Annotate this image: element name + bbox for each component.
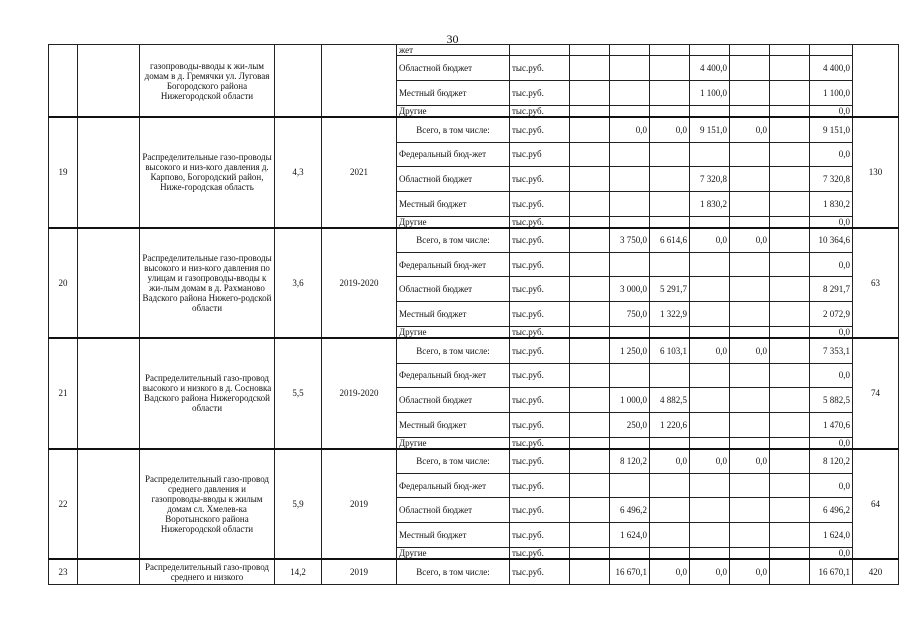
total-cell: 16 670,1 [810,559,853,584]
value-cell [730,548,770,560]
years-cell: 2019 [322,559,397,584]
value-cell [730,327,770,339]
total-cell: 1 830,2 [810,191,853,216]
value-cell [690,253,730,277]
value-cell: 3 750,0 [610,228,650,253]
unit-cell: тыс.руб. [510,117,570,142]
table-row [49,45,899,56]
value-cell [650,191,690,216]
unit-cell: тыс.руб. [510,277,570,302]
total-cell: 0,0 [810,142,853,166]
value-cell [690,387,730,412]
value-cell [690,327,730,339]
page-number: 30 [446,32,459,46]
value-cell [690,142,730,166]
extra-cell [770,559,810,584]
value-cell [570,449,610,474]
object-name-cell: Распределительные газо-проводы высокого и низ-кого давления по улицам и газопроводы-вводы к жи-лым домам в д. Рахманово Вадского района Нижего-родской области [140,228,275,339]
value-cell: 250,0 [610,412,650,437]
value-cell [650,523,690,548]
result-cell: 420 [853,559,899,584]
blank-cell [78,449,140,560]
unit-cell: тыс.руб. [510,253,570,277]
blank-cell [78,117,140,228]
value-cell: 16 670,1 [610,559,650,584]
length-cell: 4,3 [275,117,322,228]
total-cell: 10 364,6 [810,228,853,253]
value-cell [650,327,690,339]
value-cell [650,253,690,277]
source-cell: Областной бюджет [397,166,510,191]
value-cell: 0,0 [730,449,770,474]
unit-cell: тыс.руб. [510,548,570,560]
unit-cell: тыс.руб. [510,559,570,584]
value-cell [570,228,610,253]
value-cell [730,302,770,327]
source-cell: Всего, в том числе: [397,449,510,474]
result-cell [853,45,899,118]
row-number-cell: 21 [49,338,78,449]
result-cell: 64 [853,449,899,560]
value-cell [570,106,610,118]
value-cell [730,253,770,277]
value-cell [610,363,650,387]
source-cell: Областной бюджет [397,387,510,412]
object-name-cell: Распределительный газо-провод высокого и низкого в д. Сосновка Вадского района Нижегородской области [140,338,275,449]
value-cell [570,474,610,498]
value-cell [570,548,610,560]
total-cell: 8 120,2 [810,449,853,474]
total-cell: 0,0 [810,474,853,498]
total-cell: 7 320,8 [810,166,853,191]
unit-cell: тыс.руб. [510,191,570,216]
extra-cell [770,548,810,560]
value-cell [610,142,650,166]
value-cell: 1 000,0 [610,387,650,412]
program-table [48,44,899,585]
total-cell: 1 624,0 [810,523,853,548]
unit-cell: тыс.руб. [510,228,570,253]
extra-cell [770,216,810,228]
extra-cell [770,449,810,474]
value-cell: 0,0 [730,117,770,142]
source-cell: жет [397,45,510,56]
value-cell [610,81,650,106]
value-cell [610,474,650,498]
value-cell [730,166,770,191]
value-cell [570,437,610,449]
length-cell: 3,6 [275,228,322,339]
value-cell [730,142,770,166]
source-cell: Местный бюджет [397,412,510,437]
unit-cell: тыс.руб. [510,412,570,437]
unit-cell: тыс.руб. [510,363,570,387]
extra-cell [770,498,810,523]
object-name-cell: Распределительный газо-провод среднего давления и газопроводы-вводы к жилым домам сл. Хмелев-ка Воротынского района Нижегородской области [140,449,275,560]
value-cell [610,166,650,191]
extra-cell [770,327,810,339]
unit-cell: тыс.руб. [510,327,570,339]
unit-cell: тыс.руб. [510,106,570,118]
source-cell: Всего, в том числе: [397,559,510,584]
value-cell: 1 250,0 [610,338,650,363]
value-cell [690,474,730,498]
years-cell: 2019-2020 [322,228,397,339]
unit-cell: тыс.руб. [510,338,570,363]
value-cell [650,548,690,560]
total-cell: 0,0 [810,106,853,118]
source-cell: Областной бюджет [397,498,510,523]
total-cell: 0,0 [810,216,853,228]
value-cell: 7 320,8 [690,166,730,191]
source-cell: Другие [397,216,510,228]
source-cell: Другие [397,106,510,118]
value-cell: 1 624,0 [610,523,650,548]
value-cell [650,474,690,498]
source-cell: Всего, в том числе: [397,338,510,363]
value-cell [730,191,770,216]
source-cell: Местный бюджет [397,191,510,216]
blank-cell [78,45,140,118]
value-cell [610,437,650,449]
value-cell [570,559,610,584]
length-cell: 14,2 [275,559,322,584]
value-cell [570,45,610,56]
value-cell [610,191,650,216]
unit-cell: тыс.руб. [510,449,570,474]
unit-cell: тыс.руб. [510,302,570,327]
value-cell [650,363,690,387]
value-cell [570,56,610,81]
value-cell: 6 103,1 [650,338,690,363]
unit-cell: тыс.руб. [510,387,570,412]
unit-cell: тыс.руб [510,142,570,166]
value-cell [730,216,770,228]
value-cell [730,56,770,81]
value-cell [730,523,770,548]
value-cell [610,548,650,560]
length-cell: 5,5 [275,338,322,449]
extra-cell [770,142,810,166]
value-cell [730,437,770,449]
value-cell: 0,0 [730,338,770,363]
total-cell: 5 882,5 [810,387,853,412]
extra-cell [770,166,810,191]
source-cell: Другие [397,327,510,339]
value-cell [610,216,650,228]
unit-cell: тыс.руб. [510,81,570,106]
value-cell: 5 291,7 [650,277,690,302]
value-cell [570,216,610,228]
blank-cell [78,559,140,584]
value-cell [690,45,730,56]
value-cell: 1 322,9 [650,302,690,327]
value-cell: 1 830,2 [690,191,730,216]
unit-cell: тыс.руб. [510,216,570,228]
length-cell: 5,9 [275,449,322,560]
value-cell: 8 120,2 [610,449,650,474]
value-cell [650,56,690,81]
extra-cell [770,412,810,437]
value-cell [690,363,730,387]
source-cell: Всего, в том числе: [397,117,510,142]
value-cell: 6 614,6 [650,228,690,253]
source-cell: Федеральный бюд-жет [397,142,510,166]
value-cell [690,106,730,118]
extra-cell [770,277,810,302]
total-cell: 0,0 [810,548,853,560]
extra-cell [770,387,810,412]
value-cell [690,523,730,548]
blank-cell [78,228,140,339]
total-cell: 4 400,0 [810,56,853,81]
value-cell [610,106,650,118]
source-cell: Другие [397,548,510,560]
result-cell: 130 [853,117,899,228]
object-name-cell: Распределительные газо-проводы высокого и низ-кого давления д. Карпово, Богородский район, Ниже-городская область [140,117,275,228]
value-cell [570,142,610,166]
row-number-cell: 23 [49,559,78,584]
unit-cell: тыс.руб. [510,498,570,523]
value-cell [570,363,610,387]
value-cell [650,142,690,166]
unit-cell: тыс.руб. [510,56,570,81]
value-cell [690,277,730,302]
extra-cell [770,302,810,327]
extra-cell [770,56,810,81]
total-cell: 1 100,0 [810,81,853,106]
total-cell: 2 072,9 [810,302,853,327]
total-cell: 0,0 [810,363,853,387]
value-cell [570,277,610,302]
value-cell: 3 000,0 [610,277,650,302]
table-row [49,559,899,584]
extra-cell [770,106,810,118]
value-cell: 0,0 [690,338,730,363]
value-cell [610,45,650,56]
source-cell: Федеральный бюд-жет [397,474,510,498]
total-cell [810,45,853,56]
blank-cell [78,338,140,449]
value-cell [650,498,690,523]
value-cell [570,338,610,363]
value-cell: 0,0 [690,228,730,253]
value-cell: 9 151,0 [690,117,730,142]
extra-cell [770,117,810,142]
value-cell [610,253,650,277]
value-cell [730,81,770,106]
object-name-cell: Распределительный газо-провод среднего и низкого [140,559,275,584]
source-cell: Областной бюджет [397,277,510,302]
unit-cell: тыс.руб. [510,474,570,498]
value-cell: 1 100,0 [690,81,730,106]
value-cell [730,412,770,437]
unit-cell: тыс.руб. [510,166,570,191]
value-cell [570,191,610,216]
value-cell [570,81,610,106]
source-cell: Местный бюджет [397,81,510,106]
value-cell [570,387,610,412]
value-cell [570,498,610,523]
unit-cell: тыс.руб. [510,523,570,548]
total-cell: 0,0 [810,327,853,339]
source-cell: Всего, в том числе: [397,228,510,253]
source-cell: Другие [397,437,510,449]
value-cell [690,412,730,437]
value-cell [650,81,690,106]
value-cell [570,253,610,277]
value-cell [650,437,690,449]
value-cell [570,166,610,191]
value-cell: 0,0 [650,449,690,474]
years-cell [322,45,397,118]
row-number-cell [49,45,78,118]
value-cell: 0,0 [650,117,690,142]
extra-cell [770,45,810,56]
value-cell: 0,0 [610,117,650,142]
value-cell [610,327,650,339]
value-cell [650,106,690,118]
value-cell: 0,0 [690,449,730,474]
value-cell [650,216,690,228]
value-cell: 750,0 [610,302,650,327]
value-cell: 4 400,0 [690,56,730,81]
object-name-cell: газопроводы-вводы к жи-лым домам в д. Гремячки ул. Луговая Богородского района Нижегородской области [140,45,275,118]
source-cell: Федеральный бюд-жет [397,363,510,387]
value-cell [650,166,690,191]
value-cell [570,117,610,142]
value-cell: 0,0 [650,559,690,584]
value-cell [730,45,770,56]
table-row [49,449,899,474]
total-cell: 0,0 [810,253,853,277]
years-cell: 2019-2020 [322,338,397,449]
value-cell [650,45,690,56]
row-number-cell: 22 [49,449,78,560]
source-cell: Федеральный бюд-жет [397,253,510,277]
value-cell [730,498,770,523]
years-cell: 2019 [322,449,397,560]
source-cell: Местный бюджет [397,523,510,548]
value-cell [730,277,770,302]
total-cell: 8 291,7 [810,277,853,302]
extra-cell [770,191,810,216]
extra-cell [770,474,810,498]
value-cell [570,327,610,339]
result-cell: 74 [853,338,899,449]
years-cell: 2021 [322,117,397,228]
extra-cell [770,81,810,106]
value-cell [690,216,730,228]
result-cell: 63 [853,228,899,339]
table-row [49,228,899,253]
value-cell [730,363,770,387]
value-cell [730,387,770,412]
value-cell: 0,0 [690,559,730,584]
extra-cell [770,228,810,253]
extra-cell [770,338,810,363]
table-row [49,117,899,142]
row-number-cell: 20 [49,228,78,339]
extra-cell [770,437,810,449]
total-cell: 9 151,0 [810,117,853,142]
source-cell: Областной бюджет [397,56,510,81]
value-cell: 0,0 [730,559,770,584]
total-cell: 1 470,6 [810,412,853,437]
value-cell [610,56,650,81]
unit-cell: тыс.руб. [510,437,570,449]
row-number-cell: 19 [49,117,78,228]
extra-cell [770,363,810,387]
length-cell [275,45,322,118]
value-cell [730,106,770,118]
total-cell: 7 353,1 [810,338,853,363]
extra-cell [770,523,810,548]
extra-cell [770,253,810,277]
source-cell: Местный бюджет [397,302,510,327]
unit-cell [510,45,570,56]
total-cell: 0,0 [810,437,853,449]
value-cell: 1 220,6 [650,412,690,437]
total-cell: 6 496,2 [810,498,853,523]
value-cell [570,523,610,548]
value-cell [690,437,730,449]
value-cell [690,498,730,523]
value-cell [690,548,730,560]
value-cell [690,302,730,327]
value-cell: 6 496,2 [610,498,650,523]
value-cell: 4 882,5 [650,387,690,412]
value-cell: 0,0 [730,228,770,253]
table-row [49,338,899,363]
value-cell [570,302,610,327]
value-cell [730,474,770,498]
value-cell [570,412,610,437]
